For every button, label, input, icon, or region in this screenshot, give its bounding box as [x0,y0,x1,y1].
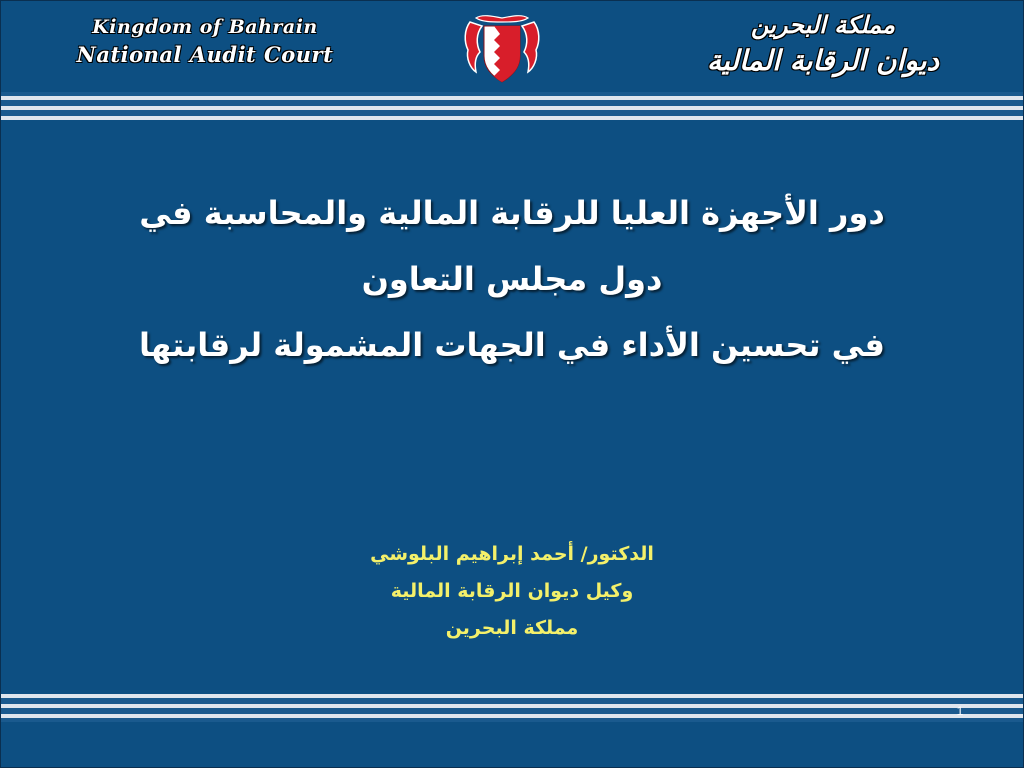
title-line2: دول مجلس التعاون [361,260,663,298]
header-divider-stripes [0,92,1024,120]
presenter-position: وكيل ديوان الرقابة المالية [390,580,634,602]
logo-ar-line1: مملكة البحرين [750,10,896,39]
slide-number: 1 [956,704,964,718]
footer-divider-stripes [0,694,1024,722]
logo-en-line2: National Audit Court [76,42,334,67]
national-audit-court-logo-english [66,14,344,78]
presenter-info [212,536,812,647]
slide-header [0,0,1024,92]
title-line3: في تحسين الأداء في الجهات المشمولة لرقابتها [139,326,885,364]
logo-en-line1: Kingdom of Bahrain [92,16,318,38]
slide-footer [0,734,1024,768]
national-audit-court-logo-arabic [688,8,958,84]
slide-title [40,180,984,378]
presenter-name: الدكتور/ أحمد إبراهيم البلوشي [370,543,654,565]
bahrain-coat-of-arms-icon [462,12,542,84]
presenter-country: مملكة البحرين [445,617,579,639]
title-line1: دور الأجهزة العليا للرقابة المالية والمحاسبة في [139,194,885,232]
logo-ar-line2: ديوان الرقابة المالية [706,44,940,77]
